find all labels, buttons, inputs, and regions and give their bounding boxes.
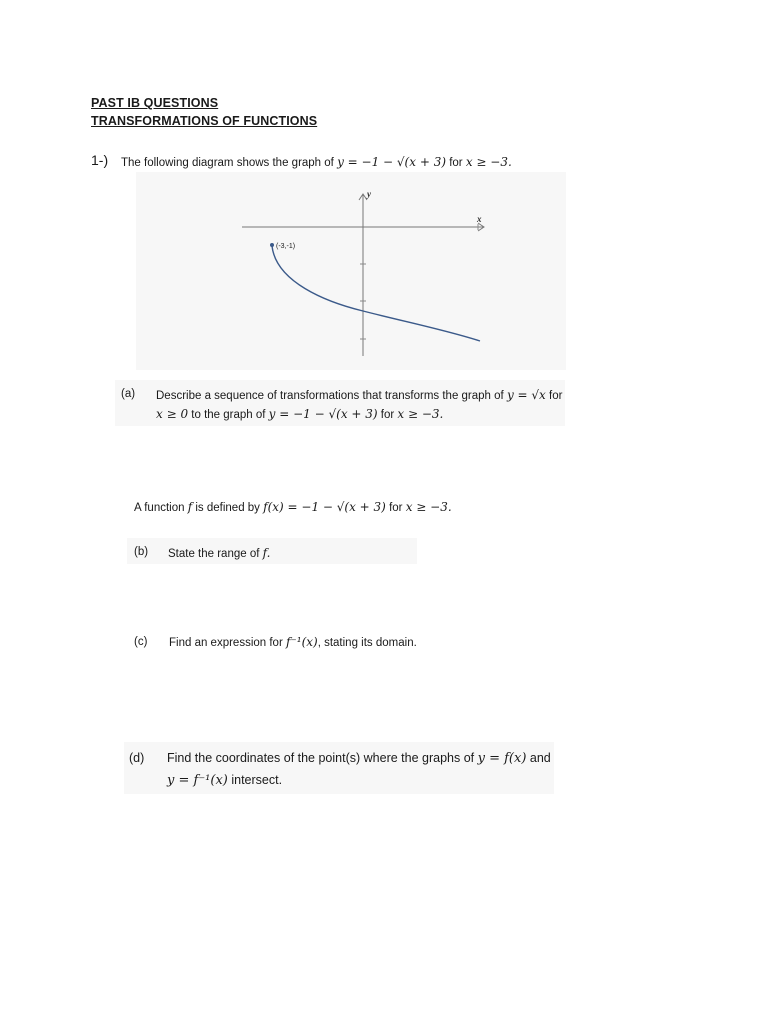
part-a-for2: for <box>377 409 398 421</box>
part-d-text1: Find the coordinates of the point(s) where the graphs of <box>167 751 478 765</box>
definition-domain: x ≥ −3. <box>405 500 452 514</box>
document-subtitle: TRANSFORMATIONS OF FUNCTIONS <box>91 114 318 128</box>
part-d-label: (d) <box>129 751 145 765</box>
function-graph <box>136 172 566 370</box>
part-b-text: State the range of <box>168 548 263 560</box>
part-c-inverse: f⁻¹(x) <box>285 635 318 649</box>
part-a-domain2: x ≥ −3. <box>397 407 444 421</box>
part-a-line1 <box>156 388 562 402</box>
function-curve <box>272 246 480 341</box>
document-title: PAST IB QUESTIONS <box>91 96 219 110</box>
part-b-label: (b) <box>134 546 149 558</box>
part-a-text2: to the graph of <box>188 409 269 421</box>
part-d-line1 <box>167 751 551 766</box>
part-d-text2: intersect. <box>227 773 283 787</box>
x-axis-label: x <box>477 214 482 224</box>
part-a-text: Describe a sequence of transformations that transforms the graph of <box>156 390 507 402</box>
part-c-text1: Find an expression for <box>169 637 286 649</box>
part-c-label: (c) <box>134 636 148 648</box>
intro-equation: y = −1 − √(x + 3) <box>337 155 447 169</box>
part-a-line2 <box>156 407 443 421</box>
endpoint-label: (-3,-1) <box>276 243 296 250</box>
part-a-equation1: y = √x <box>506 388 546 402</box>
part-d-equation2: y = f⁻¹(x) <box>167 773 228 788</box>
part-a-domain1: x ≥ 0 <box>156 407 189 421</box>
part-d-line2 <box>167 773 282 788</box>
question-number: 1-) <box>91 152 109 168</box>
intro-text: The following diagram shows the graph of <box>121 157 338 169</box>
y-axis-label: y <box>367 189 371 199</box>
definition-text2: is defined by <box>192 502 264 514</box>
part-c-text2: , stating its domain. <box>317 637 417 649</box>
part-c-question <box>169 635 417 649</box>
part-a-for: for <box>545 390 563 402</box>
intro-domain: x ≥ −3. <box>465 155 512 169</box>
question-intro <box>121 155 512 169</box>
part-b-f: f. <box>262 546 271 560</box>
definition-text1: A function <box>134 502 188 514</box>
definition-f: f <box>187 500 193 514</box>
definition-text3: for <box>385 502 406 514</box>
definition-equation: f(x) = −1 − √(x + 3) <box>263 500 386 514</box>
part-b-question <box>168 546 270 560</box>
part-d-and: and <box>526 751 551 765</box>
part-a-equation2: y = −1 − √(x + 3) <box>268 407 378 421</box>
function-definition <box>134 500 452 514</box>
part-a-label: (a) <box>121 388 136 400</box>
part-d-equation1: y = f(x) <box>477 751 527 766</box>
intro-for: for <box>446 157 466 169</box>
endpoint-dot <box>270 243 274 247</box>
